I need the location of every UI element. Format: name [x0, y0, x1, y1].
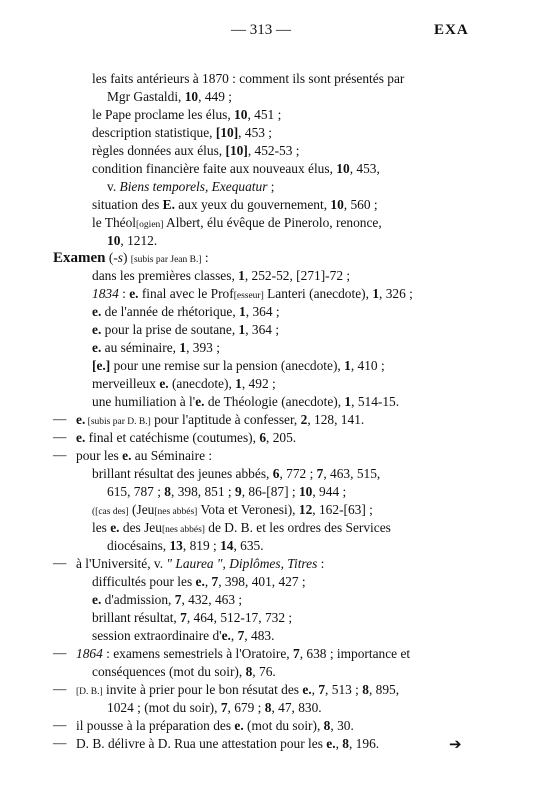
index-entry-line: pour les e. au Séminaire : — [76, 448, 213, 463]
index-entry-line: e. de l'année de rhétorique, 1, 364 ; — [92, 304, 280, 319]
index-entry-line: e. [subis par D. B.] pour l'aptitude à confesser, 2, 128, 141. — [76, 412, 365, 427]
index-entry-line: le Pape proclame les élus, 10, 451 ; — [92, 107, 282, 122]
index-entry-line: 10, 1212. — [107, 233, 158, 248]
index-entry-line: [e.] pour une remise sur la pension (anecdote), 1, 410 ; — [92, 358, 385, 373]
em-dash: — — [53, 717, 67, 732]
index-entry-line: il pousse à la préparation des e. (mot du soir), 8, 30. — [76, 718, 354, 733]
em-dash: — — [53, 645, 67, 660]
em-dash: — — [53, 681, 67, 696]
index-entry-line: conséquences (mot du soir), 8, 76. — [92, 664, 276, 679]
em-dash: — — [53, 429, 67, 444]
headword: Examen — [53, 250, 106, 266]
index-entry-line: Mgr Gastaldi, 10, 449 ; — [107, 89, 232, 104]
index-entry-line: ([cas des] (Jeu[nes abbés] Vota et Veronesi), 12, 162-[63] ; — [92, 502, 373, 517]
index-entry-line: règles données aux élus, [10], 452-53 ; — [92, 143, 300, 158]
index-entry-line: situation des E. aux yeux du gouvernement, 10, 560 ; — [92, 197, 378, 212]
index-entry-line: merveilleux e. (anecdote), 1, 492 ; — [92, 376, 276, 391]
index-entry-line: à l'Université, v. " Laurea ", Diplômes, Titres : — [76, 556, 325, 571]
index-entry-line: e. final et catéchisme (coutumes), 6, 205. — [76, 430, 297, 445]
index-entry-line: 1864 : examens semestriels à l'Oratoire, 7, 638 ; importance et — [76, 646, 411, 661]
index-entry-line: difficultés pour les e., 7, 398, 401, 427 ; — [92, 574, 306, 589]
index-entry-line: brillant résultat, 7, 464, 512-17, 732 ; — [92, 610, 293, 625]
index-entry-line: dans les premières classes, 1, 252-52, [271]-72 ; — [92, 268, 351, 283]
index-entry-line: session extraordinaire d'e., 7, 483. — [92, 628, 275, 643]
index-entry-line: e. pour la prise de soutane, 1, 364 ; — [92, 322, 280, 337]
index-entry-line: brillant résultat des jeunes abbés, 6, 772 ; 7, 463, 515, — [92, 466, 381, 481]
index-entry-line: les faits antérieurs à 1870 : comment ils sont présentés par — [92, 71, 405, 86]
index-entry-line: 1024 ; (mot du soir), 7, 679 ; 8, 47, 830. — [107, 700, 322, 715]
index-entry-line: description statistique, [10], 453 ; — [92, 125, 273, 140]
page-number: — 313 — — [231, 22, 291, 38]
running-head: EXA — [434, 22, 469, 38]
em-dash: — — [53, 411, 67, 426]
index-entry-line: v. Biens temporels, Exequatur ; — [107, 179, 275, 194]
index-entry-line: une humiliation à l'e. de Théologie (anecdote), 1, 514-15. — [92, 394, 400, 409]
index-entry-line: e. au séminaire, 1, 393 ; — [92, 340, 220, 355]
em-dash: — — [53, 735, 67, 750]
index-entry-line: 1834 : e. final avec le Prof[esseur] Lanteri (anecdote), 1, 326 ; — [92, 286, 413, 301]
em-dash: — — [53, 555, 67, 570]
index-entry-line: le Théol[ogien] Albert, élu évêque de Pinerolo, renonce, — [92, 215, 382, 230]
index-entry-line: diocésains, 13, 819 ; 14, 635. — [107, 538, 264, 553]
index-headword-line: Examen (-s) [subis par Jean B.] : — [53, 250, 209, 266]
em-dash: — — [53, 447, 67, 462]
index-entry-line: D. B. délivre à D. Rua une attestation pour les e., 8, 196. — [76, 736, 380, 751]
index-entry-line: [D. B.] invite à prier pour le bon résutat des e., 7, 513 ; 8, 895, — [76, 682, 400, 697]
index-entry-line: condition financière faite aux nouveaux élus, 10, 453, — [92, 161, 380, 176]
index-entry-line: 615, 787 ; 8, 398, 851 ; 9, 86-[87] ; 10, 944 ; — [107, 484, 347, 499]
continue-arrow-icon: ➔ — [449, 735, 462, 753]
index-entry-line: les e. des Jeu[nes abbés] de D. B. et les ordres des Services — [92, 520, 391, 535]
index-entry-line: e. d'admission, 7, 432, 463 ; — [92, 592, 243, 607]
